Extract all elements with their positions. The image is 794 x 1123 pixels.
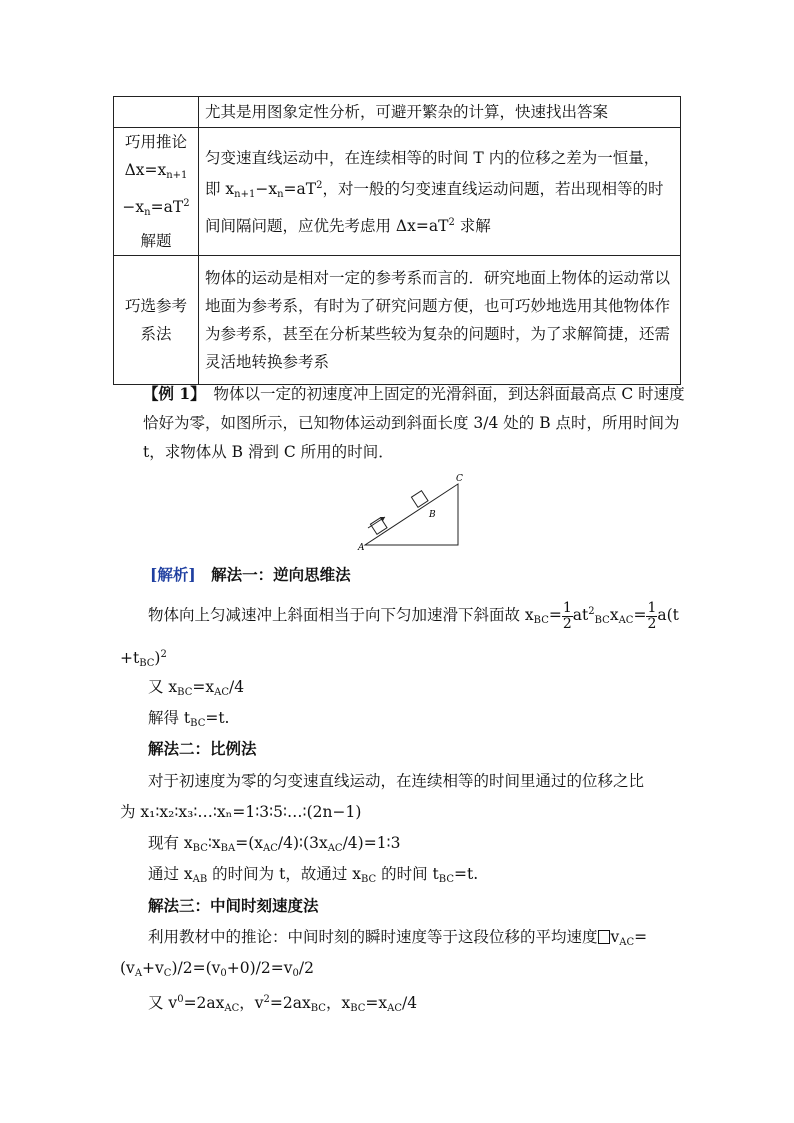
method3-line3	[148, 990, 417, 1019]
solution-text: 物体向上匀减速冲上斜面相当于向下匀加速滑下斜面故 x	[148, 606, 534, 624]
solution-text: /4)∶(3x	[277, 834, 328, 852]
method2-title: 解法二：比例法	[148, 739, 257, 758]
table-row	[114, 128, 681, 256]
solution-text: ∶x	[207, 834, 221, 852]
name-text: Δx=x	[124, 161, 167, 179]
method1-line1	[148, 597, 679, 636]
subscript: AC	[327, 843, 343, 854]
subscript: n	[144, 207, 151, 218]
solution-text: /4)=1∶3	[342, 834, 401, 852]
superscript: 0	[177, 994, 184, 1005]
method1-line3	[148, 677, 244, 703]
solution-text: +v	[142, 959, 164, 977]
solution-text: 通过 x	[148, 865, 193, 883]
solution-text: +t	[120, 649, 140, 667]
subscript: BC	[438, 874, 454, 885]
subscript: n	[277, 188, 284, 200]
label-c: C	[456, 474, 463, 484]
solution-text: 解得 t	[148, 709, 191, 727]
superscript: 2	[263, 994, 270, 1005]
solution-text: =x	[192, 678, 215, 696]
method-desc-cell	[199, 128, 681, 256]
method2-line4	[148, 864, 478, 890]
subscript: n+1	[234, 188, 256, 200]
subscript: AC	[618, 615, 634, 626]
method3-title: 解法三：中间时刻速度法	[148, 896, 319, 915]
solution-text: (v	[120, 959, 135, 977]
numerator: 1	[647, 599, 657, 616]
method-name-cell	[114, 97, 199, 128]
desc-text: −x	[255, 179, 278, 198]
subscript: AC	[263, 843, 278, 854]
solution-text: /2	[298, 959, 314, 977]
superscript: 2	[316, 179, 323, 191]
name-line: 巧用推论	[124, 133, 187, 151]
method-title: 解法一：逆向思维法	[195, 565, 351, 584]
subscript: BC	[594, 615, 610, 626]
desc-line	[205, 209, 674, 240]
incline-figure	[355, 470, 470, 552]
numerator: 1	[562, 599, 572, 616]
example-tag: 【例 1】	[143, 384, 198, 403]
solution-text: x	[609, 606, 619, 624]
subscript: BC	[310, 1003, 326, 1014]
superscript: 2	[588, 606, 595, 617]
desc-text: 即 x	[205, 179, 235, 198]
subscript: C	[163, 968, 172, 979]
solution-text: 又 v	[148, 994, 178, 1012]
solution-text: at	[572, 606, 589, 624]
methods-table	[113, 96, 681, 385]
method1-line2	[120, 645, 167, 674]
subscript: BC	[350, 1003, 366, 1014]
solution-text: +0)/2=v	[226, 959, 293, 977]
subscript: A	[134, 968, 143, 979]
method3-line2	[120, 958, 314, 984]
subscript: AC	[214, 687, 229, 698]
solution-text: /4	[228, 678, 245, 696]
subscript: BC	[177, 687, 193, 698]
superscript: 2	[183, 198, 190, 209]
label-b: B	[429, 510, 436, 520]
method-desc-cell: 尤其是用图象定性分析，可避开繁杂的计算，快速找出答案	[199, 97, 681, 128]
example-problem	[143, 379, 688, 467]
incline-triangle	[365, 484, 458, 545]
name-line: 解题	[140, 232, 172, 250]
subscript: AB	[192, 874, 208, 885]
method-name-cell	[114, 128, 199, 256]
solution-text: )	[154, 649, 161, 667]
subscript: BC	[190, 718, 206, 729]
name-line	[118, 156, 194, 190]
solution-text: =(x	[235, 834, 263, 852]
method-desc-cell: 物体的运动是相对一定的参考系而言的．研究地面上物体的运动常以地面为参考系，有时为了研究问题方便，也可巧妙地选用其他物体作为参考系，甚至在分析某些较为复杂的问题时，为了求解简捷，还需灵活地转换参考系	[199, 256, 681, 385]
subscript: AC	[387, 1003, 402, 1014]
method-name-cell	[114, 256, 199, 385]
solution-text: 的时间 t	[376, 865, 439, 883]
subscript: BC	[361, 874, 377, 885]
subscript: BC	[192, 843, 208, 854]
denominator: 2	[647, 615, 657, 632]
solution-text: ，x	[325, 994, 351, 1012]
solution-text: =t.	[453, 865, 479, 883]
method2-line1: 对于初速度为零的匀变速直线运动，在连续相等的时间里通过的位移之比	[148, 772, 645, 790]
solution-text: /4	[402, 994, 418, 1012]
name-line	[118, 190, 194, 227]
fraction	[646, 601, 657, 632]
method1-line4	[148, 708, 230, 734]
analysis-tag: [解析]	[150, 565, 196, 584]
name-text: −x	[122, 198, 145, 216]
method3-line1	[148, 927, 647, 953]
solution-text: ，v	[239, 994, 264, 1012]
solution-text: =	[634, 928, 648, 946]
desc-text: =aT	[283, 179, 317, 198]
desc-line: 匀变速直线运动中，在连续相等的时间 T 内的位移之差为一恒量，	[205, 148, 660, 167]
solution-header	[150, 565, 351, 585]
solution-text: )/2=(v	[171, 959, 221, 977]
table-row	[114, 97, 681, 128]
subscript: AC	[224, 1003, 240, 1014]
subscript: BA	[220, 843, 236, 854]
example-text: 物体以一定的初速度冲上固定的光滑斜面，到达斜面最高点 C 时速度恰好为零，如图所示，已知物体运动到斜面长度 3/4 处的 B 点时，所用时间为 t，求物体从 B 滑到 C 所用的时间．	[143, 385, 685, 461]
subscript: BC	[533, 615, 549, 626]
solution-text: a(t	[657, 606, 679, 624]
name-text: =aT	[150, 198, 184, 216]
solution-text: v	[610, 928, 620, 946]
desc-text: ，对一般的匀变速直线运动问题，若出现相等的时	[322, 179, 664, 198]
superscript: 2	[448, 216, 455, 228]
label-a: A	[358, 543, 365, 552]
fraction	[562, 601, 573, 632]
name-line: 巧选参考	[124, 297, 187, 315]
denominator: 2	[562, 615, 572, 632]
subscript: BC	[139, 658, 155, 669]
solution-text: =2ax	[183, 994, 225, 1012]
method2-line2: 为 x₁∶x₂∶x₃∶…∶xₙ=1∶3∶5∶…∶(2n−1)	[120, 803, 362, 821]
desc-text: 间间隔问题，应优先考虑用 Δx=aT	[205, 216, 449, 235]
solution-text: =x	[365, 994, 388, 1012]
solution-text: 利用教材中的推论：中间时刻的瞬时速度等于这段位移的平均速度	[148, 928, 598, 946]
superscript: 2	[160, 649, 167, 660]
desc-text: 求解	[454, 216, 491, 235]
subscript: 0	[220, 968, 227, 979]
solution-text: 又 x	[148, 678, 178, 696]
subscript: n+1	[166, 170, 188, 181]
solution-text: 现有 x	[148, 834, 193, 852]
table-row	[114, 256, 681, 385]
solution-text: =t.	[205, 709, 230, 727]
solution-text: =	[548, 606, 562, 624]
name-line: 系法	[140, 325, 172, 343]
solution-text: =2ax	[269, 994, 311, 1012]
desc-line	[205, 172, 674, 209]
solution-text: =	[633, 606, 647, 624]
overline-box-icon	[598, 930, 610, 944]
method2-line3	[148, 833, 400, 859]
subscript: AC	[619, 937, 635, 948]
solution-text: 的时间为 t，故通过 x	[207, 865, 362, 883]
subscript: 0	[292, 968, 299, 979]
